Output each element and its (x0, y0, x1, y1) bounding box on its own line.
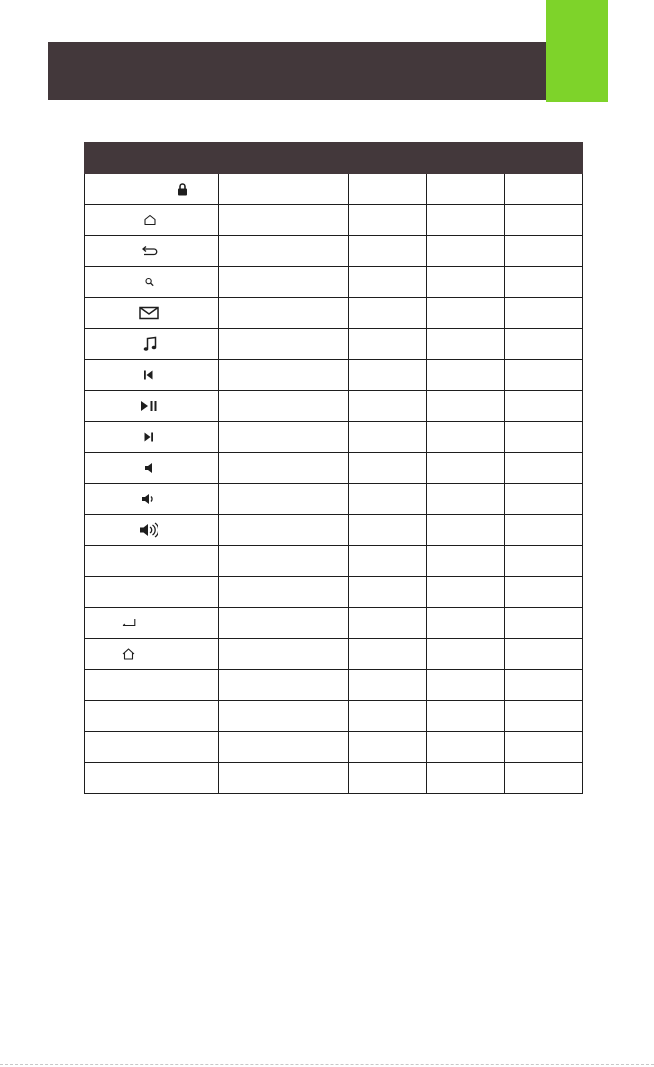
key-cell (85, 391, 219, 422)
table-cell (427, 236, 505, 267)
table-cell (427, 174, 505, 205)
table-cell (505, 267, 583, 298)
table-cell (505, 577, 583, 608)
key-cell (85, 236, 219, 267)
table-cell (427, 205, 505, 236)
key-function-table (84, 142, 583, 794)
table-row (85, 608, 583, 639)
table-row (85, 453, 583, 484)
table-cell (427, 484, 505, 515)
key-cell (85, 608, 219, 639)
table-cell (427, 453, 505, 484)
table-row (85, 701, 583, 732)
table-cell (505, 329, 583, 360)
table-cell (427, 267, 505, 298)
table-cell (427, 298, 505, 329)
table-cell (349, 577, 427, 608)
table-cell (219, 329, 349, 360)
table-cell (219, 763, 349, 794)
table-cell (349, 329, 427, 360)
table-cell (427, 422, 505, 453)
table-cell (349, 515, 427, 546)
table-cell (349, 763, 427, 794)
previous-track-icon (144, 371, 153, 380)
table-cell (219, 205, 349, 236)
table-row (85, 484, 583, 515)
table-cell (505, 360, 583, 391)
mail-icon (139, 307, 159, 320)
key-cell (85, 360, 219, 391)
table-cell (505, 298, 583, 329)
search-icon (145, 278, 154, 287)
music-note-icon (143, 337, 157, 352)
key-cell (85, 453, 219, 484)
table-cell (505, 422, 583, 453)
table-row (85, 174, 583, 205)
table-cell (427, 546, 505, 577)
table-cell (505, 732, 583, 763)
play-pause-icon (141, 401, 157, 411)
table-cell (349, 608, 427, 639)
table-cell (505, 639, 583, 670)
table-cell (349, 701, 427, 732)
table-cell (219, 267, 349, 298)
table-cell (219, 360, 349, 391)
table-cell (427, 608, 505, 639)
table-cell (427, 670, 505, 701)
table-row (85, 763, 583, 794)
table-cell (219, 701, 349, 732)
table-cell (349, 639, 427, 670)
table-cell (349, 732, 427, 763)
enter-icon (122, 619, 136, 627)
table-cell (505, 670, 583, 701)
home-outline-icon (144, 215, 156, 226)
table-row (85, 422, 583, 453)
table-cell (505, 174, 583, 205)
lock-icon (177, 183, 188, 196)
table-cell (427, 763, 505, 794)
table-cell (219, 639, 349, 670)
table-cell (505, 763, 583, 794)
table-row (85, 670, 583, 701)
table-cell (427, 360, 505, 391)
column-header (349, 143, 427, 174)
key-cell (85, 329, 219, 360)
table-cell (219, 298, 349, 329)
table-cell (349, 670, 427, 701)
key-cell (85, 174, 219, 205)
table-cell (219, 577, 349, 608)
table-cell (505, 546, 583, 577)
table-cell (349, 236, 427, 267)
table-cell (505, 484, 583, 515)
key-cell (85, 763, 219, 794)
table-row (85, 577, 583, 608)
table-cell (505, 608, 583, 639)
key-cell (85, 701, 219, 732)
page-trim-line (0, 1064, 654, 1065)
table-cell (349, 484, 427, 515)
key-cell (85, 298, 219, 329)
key-cell (85, 205, 219, 236)
table-cell (427, 639, 505, 670)
table-cell (349, 205, 427, 236)
table-cell (505, 391, 583, 422)
table-row (85, 298, 583, 329)
table-row (85, 267, 583, 298)
next-track-icon (144, 433, 153, 442)
table-cell (505, 701, 583, 732)
column-header (505, 143, 583, 174)
accent-tab (546, 0, 608, 102)
column-header (219, 143, 349, 174)
table-cell (427, 515, 505, 546)
key-cell (85, 267, 219, 298)
table-cell (219, 422, 349, 453)
table-cell (349, 174, 427, 205)
table-cell (349, 267, 427, 298)
mute-icon (145, 463, 152, 473)
table-cell (349, 298, 427, 329)
table-row (85, 515, 583, 546)
key-cell (85, 577, 219, 608)
column-header (85, 143, 219, 174)
column-header (427, 143, 505, 174)
table-cell (219, 453, 349, 484)
table-cell (505, 236, 583, 267)
table-cell (219, 608, 349, 639)
table-row (85, 546, 583, 577)
table-row (85, 391, 583, 422)
key-cell (85, 732, 219, 763)
table-cell (219, 236, 349, 267)
table-row (85, 236, 583, 267)
table-cell (427, 577, 505, 608)
key-cell (85, 484, 219, 515)
table-cell (219, 515, 349, 546)
table-cell (219, 732, 349, 763)
table-cell (219, 174, 349, 205)
key-cell (85, 515, 219, 546)
table-cell (219, 670, 349, 701)
volume-down-icon (142, 493, 154, 505)
table-cell (505, 205, 583, 236)
key-cell (85, 639, 219, 670)
table-row (85, 329, 583, 360)
table-cell (219, 484, 349, 515)
table-row (85, 205, 583, 236)
table-header-row (85, 143, 583, 174)
table-cell (349, 546, 427, 577)
volume-up-icon (140, 522, 158, 538)
table-cell (427, 391, 505, 422)
table-row (85, 732, 583, 763)
table-cell (349, 453, 427, 484)
table-cell (427, 701, 505, 732)
table-cell (505, 453, 583, 484)
home-icon (122, 648, 135, 660)
table-cell (505, 515, 583, 546)
table-row (85, 639, 583, 670)
table-row (85, 360, 583, 391)
table-cell (349, 391, 427, 422)
table-cell (219, 391, 349, 422)
key-cell (85, 422, 219, 453)
table-cell (349, 422, 427, 453)
table-cell (427, 329, 505, 360)
table-cell (219, 546, 349, 577)
key-cell (85, 546, 219, 577)
table-cell (349, 360, 427, 391)
header-bar (48, 42, 546, 100)
back-arrow-icon (142, 246, 158, 257)
table-cell (427, 732, 505, 763)
key-cell (85, 670, 219, 701)
